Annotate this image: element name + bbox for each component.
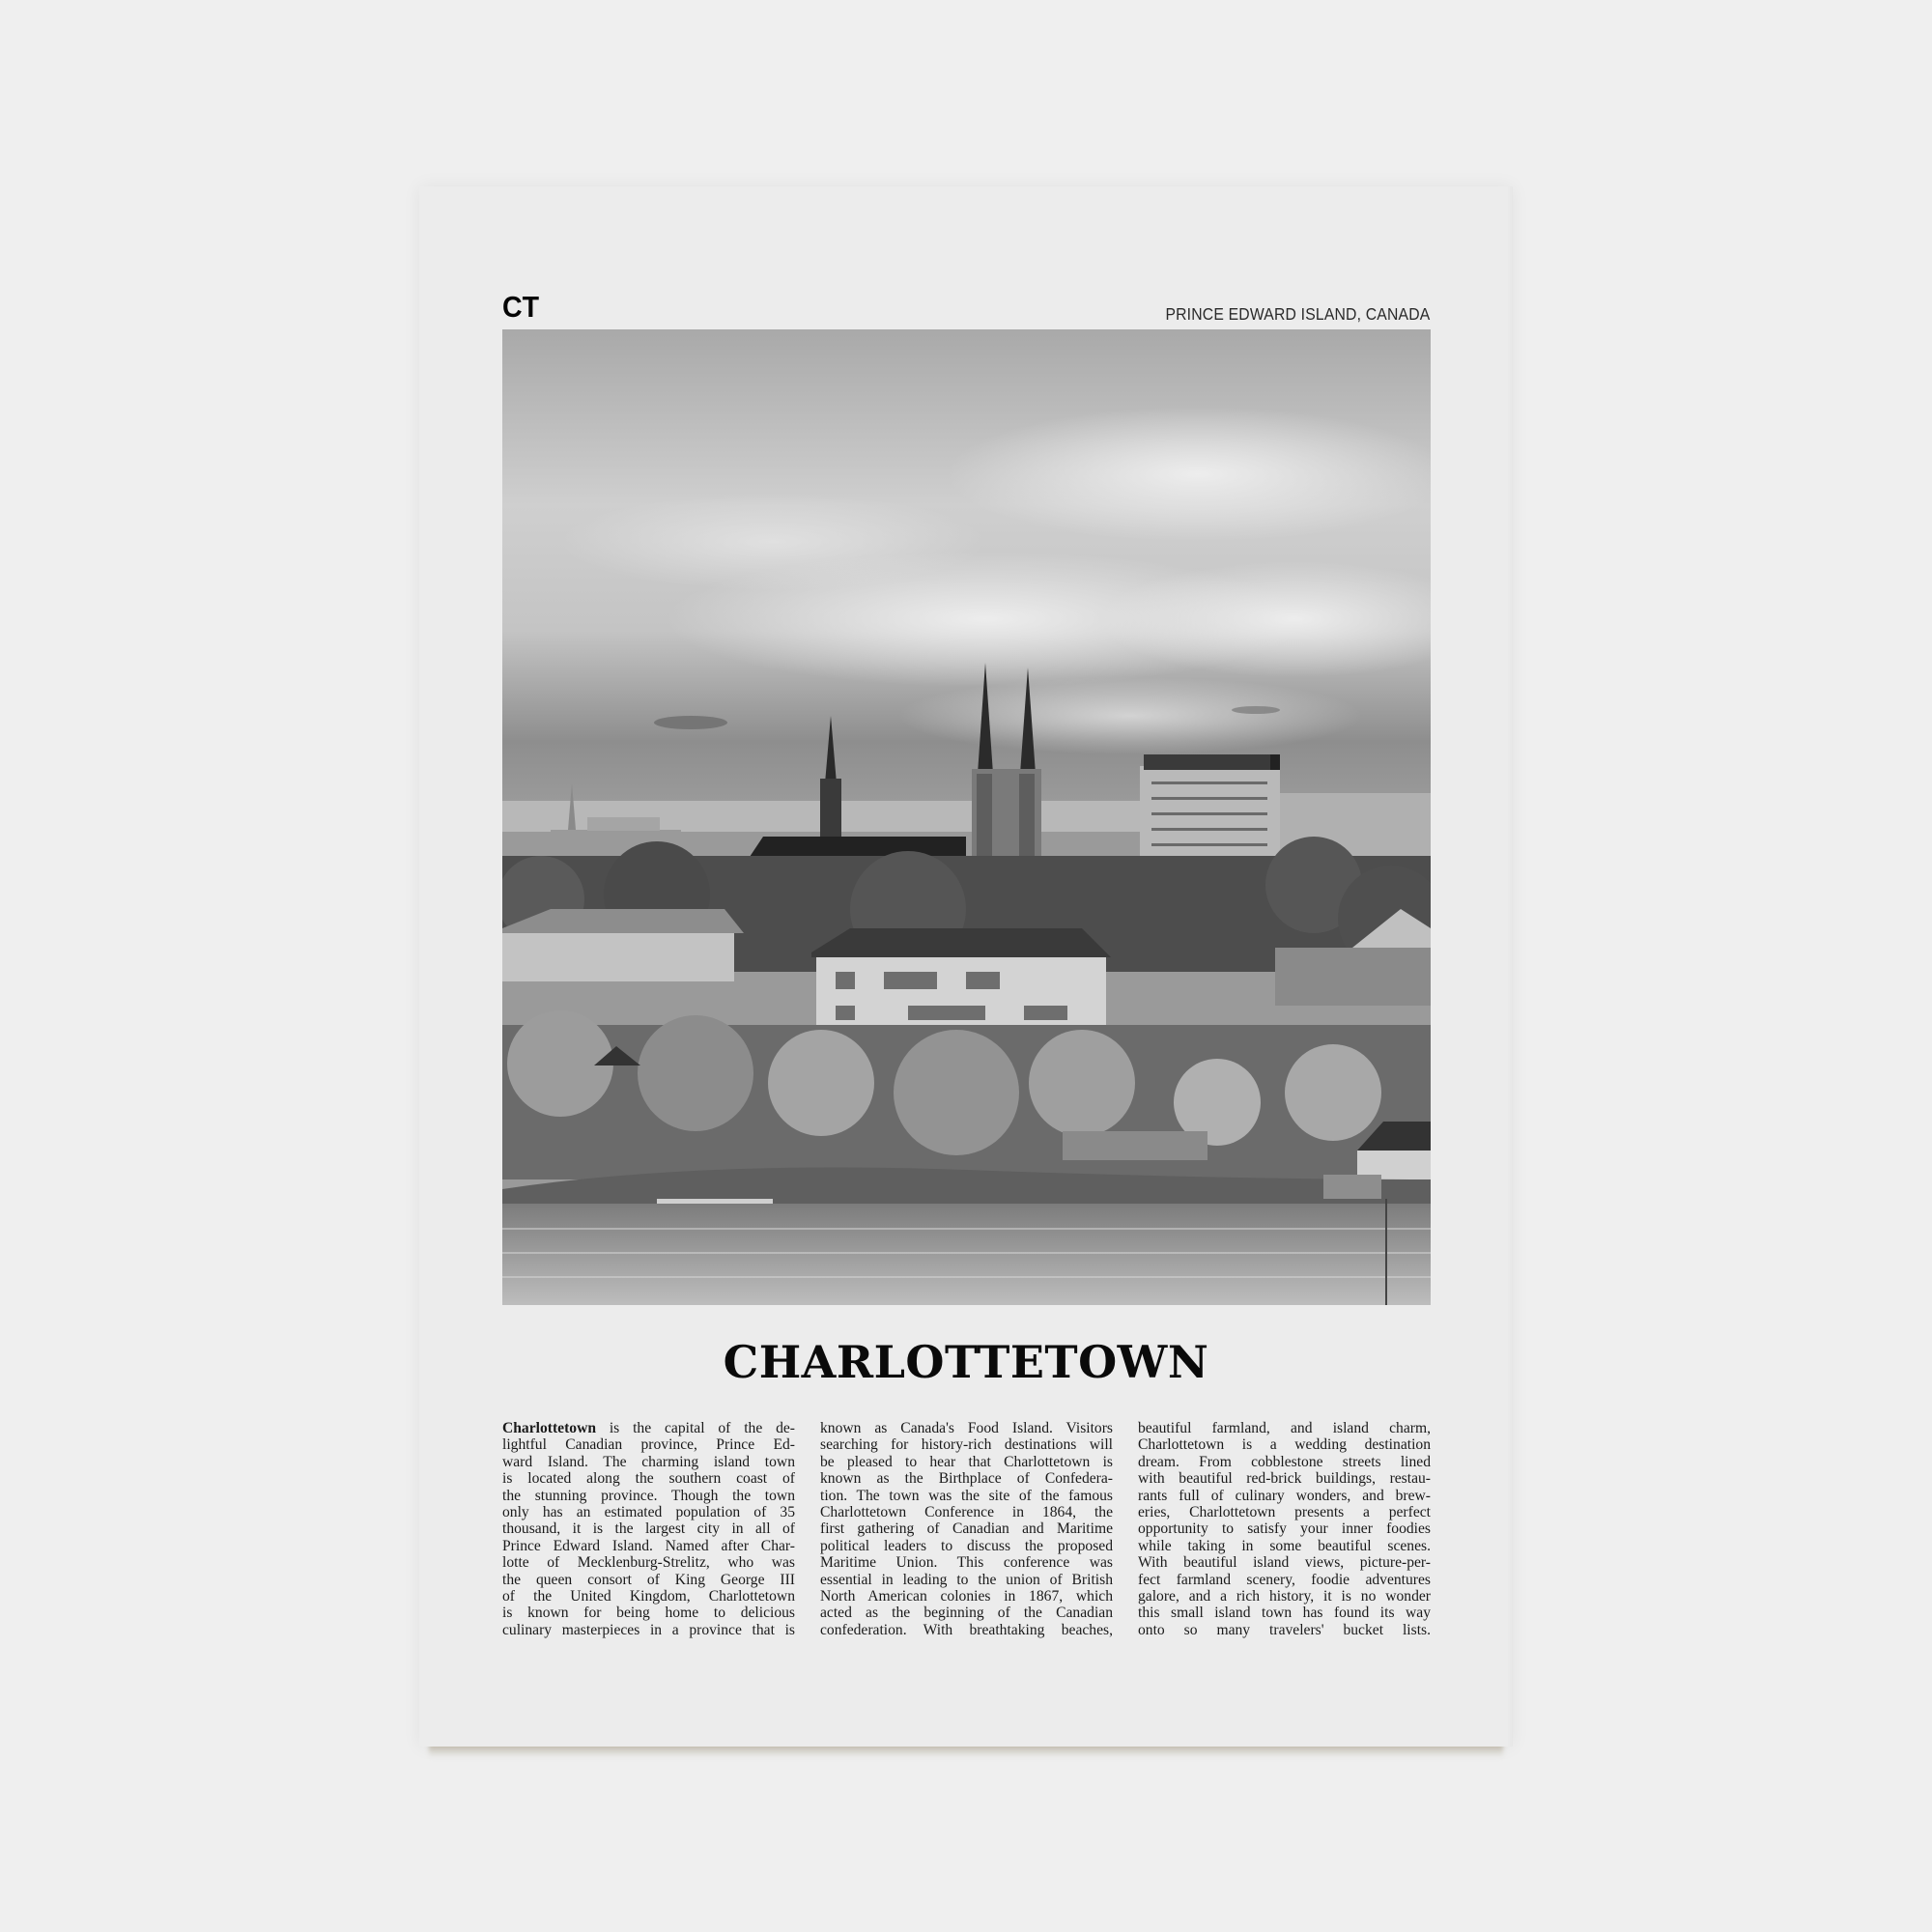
body-line: essential in leading to the union of British: [820, 1571, 1113, 1588]
body-line: confederation. With breathtaking beaches,: [820, 1621, 1113, 1638]
body-line: ward Island. The charming island town: [502, 1453, 795, 1470]
body-line: onto so many travelers' bucket lists.: [1138, 1621, 1431, 1638]
body-line: acted as the beginning of the Canadian: [820, 1605, 1113, 1622]
monogram: CT: [502, 290, 540, 324]
lead-bold: Charlottetown: [502, 1420, 597, 1436]
body-line: lightful Canadian province, Prince Ed-: [502, 1436, 795, 1454]
body-text: [502, 1420, 1431, 1652]
body-line: galore, and a rich history, it is no wonder: [1138, 1588, 1431, 1605]
city-photo: [502, 329, 1431, 1305]
poster-title: CHARLOTTETOWN: [723, 1336, 1209, 1388]
body-line: known as Canada's Food Island. Visitors: [820, 1420, 1113, 1436]
body-line: culinary masterpieces in a province that is: [502, 1621, 795, 1638]
body-line: while taking in some beautiful scenes.: [1138, 1537, 1431, 1554]
body-line: searching for history-rich destinations will: [820, 1436, 1113, 1454]
location-label: PRINCE EDWARD ISLAND, CANADA: [1164, 304, 1430, 324]
body-line: the queen consort of King George III: [502, 1571, 795, 1588]
body-line: is known for being home to delicious: [502, 1605, 795, 1622]
body-line: Prince Edward Island. Named after Char-: [502, 1537, 795, 1554]
body-line: dream. From cobblestone streets lined: [1138, 1453, 1431, 1470]
body-line: Maritime Union. This conference was: [820, 1554, 1113, 1572]
body-line: lotte of Mecklenburg-Strelitz, who was: [502, 1554, 795, 1572]
body-line: the stunning province. Though the town: [502, 1487, 795, 1504]
body-line: first gathering of Canadian and Maritime: [820, 1520, 1113, 1538]
body-line: tion. The town was the site of the famous: [820, 1487, 1113, 1504]
body-column-2: [820, 1420, 1113, 1652]
body-line: With beautiful island views, picture-per-: [1138, 1554, 1431, 1572]
body-line: political leaders to discuss the proposed: [820, 1537, 1113, 1554]
body-line: only has an estimated population of 35: [502, 1504, 795, 1521]
body-line: Charlottetown is the capital of the de-: [502, 1420, 795, 1436]
body-line: rants full of culinary wonders, and brew-: [1138, 1487, 1431, 1504]
body-line: fect farmland scenery, foodie adventures: [1138, 1571, 1431, 1588]
body-line: Charlottetown is a wedding destination: [1138, 1436, 1431, 1454]
body-line: Charlottetown Conference in 1864, the: [820, 1504, 1113, 1521]
body-line: known as the Birthplace of Confedera-: [820, 1470, 1113, 1488]
body-column-1: [502, 1420, 795, 1652]
body-line: of the United Kingdom, Charlottetown: [502, 1588, 795, 1605]
body-line: North American colonies in 1867, which: [820, 1588, 1113, 1605]
body-line: eries, Charlottetown presents a perfect: [1138, 1504, 1431, 1521]
body-line: is located along the southern coast of: [502, 1470, 795, 1488]
body-line: opportunity to satisfy your inner foodies: [1138, 1520, 1431, 1538]
body-line: with beautiful red-brick buildings, restau-: [1138, 1470, 1431, 1488]
body-line: thousand, it is the largest city in all of: [502, 1520, 795, 1538]
poster: [419, 186, 1513, 1747]
body-line: this small island town has found its way: [1138, 1605, 1431, 1622]
body-column-3: [1138, 1420, 1431, 1652]
poster-edge: [1507, 186, 1513, 1747]
body-line: be pleased to hear that Charlottetown is: [820, 1453, 1113, 1470]
body-line: beautiful farmland, and island charm,: [1138, 1420, 1431, 1436]
